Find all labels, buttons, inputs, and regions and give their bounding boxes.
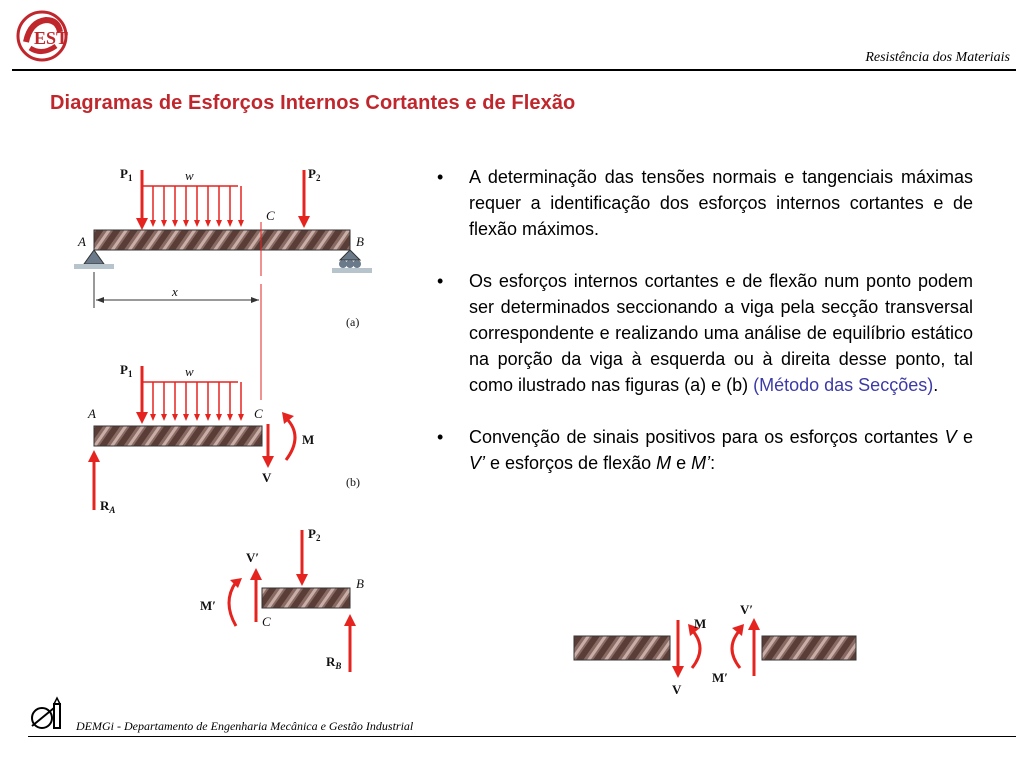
footer-divider (28, 736, 1016, 737)
bullet-2-text: Os esforços internos cortantes e de flexão num ponto podem ser determinados seccionando a viga pela secção transversal correspondente e realizando uma análise de equilíbrio estático na porção da viga à esquerda ou à direita desse ponto, tal como ilustrado nas figuras (a) e (b) (469, 271, 973, 395)
method-of-sections-link[interactable]: (Método das Secções) (753, 375, 934, 395)
label-c-a: C (266, 208, 275, 223)
label-p1-b: $P_1$ (120, 362, 133, 379)
sign-label-m: M (694, 616, 707, 631)
moment-arrow-m (286, 418, 295, 460)
beam-diagram-right-portion (196, 522, 386, 682)
label-rb: $R_B$ (326, 654, 342, 671)
sign-moment-mp-arrow (732, 630, 740, 668)
sign-moment-m-arrow (692, 630, 700, 668)
footer-department: DEMGi - Departamento de Engenharia Mecânica e Gestão Industrial (76, 719, 414, 733)
sign-label-mp: M′ (712, 670, 728, 685)
label-v: V (262, 470, 272, 485)
bullet-item-3: • Convenção de sinais positivos para os esforços cortantes V e V’ e esforços de flexão M e M’: (437, 427, 974, 473)
label-vp: V′ (246, 550, 260, 565)
label-mp: M′ (200, 598, 216, 613)
bullet-1-text: A determinação das tensões normais e tangenciais máximas requer a identificação dos esforços internos cortantes e de flexão máximos. (469, 167, 973, 239)
bullet-list (437, 164, 973, 502)
beam-a (94, 230, 350, 250)
fig-b-caption: (b) (346, 475, 360, 489)
department-logo (28, 696, 66, 734)
label-b-a: B (356, 234, 364, 249)
label-w-b: w (185, 364, 194, 379)
beam-c (262, 588, 350, 608)
slide-title: Diagramas de Esforços Internos Cortantes e de Flexão (50, 92, 576, 114)
fig-a-caption: (a) (346, 315, 360, 329)
header-divider (12, 69, 1016, 71)
svg-text:EST: EST (34, 28, 69, 48)
label-c-c: C (262, 614, 271, 629)
label-x: x (172, 284, 178, 299)
beam-diagram-a-b (60, 160, 380, 520)
institution-logo (12, 6, 72, 66)
label-w: w (185, 168, 194, 183)
label-a-a: A (78, 234, 86, 249)
sign-label-v: V (672, 682, 682, 697)
roller-support (340, 250, 360, 260)
label-a-b: A (88, 406, 96, 421)
bullet-item-2: • Os esforços internos cortantes e de flexão num ponto podem ser determinados seccionando a viga pela secção transversal correspondente e realizando uma análise de equilíbrio estático na porção da viga à esquerda ou à direita desse ponto, tal como ilustrado nas figuras (a) e (b) (Método das Secções). (437, 271, 973, 395)
sign-beam-left (574, 636, 670, 660)
sign-label-vp: V′ (740, 602, 754, 617)
label-m: M (302, 432, 315, 447)
beam-b (94, 426, 262, 446)
label-b-c: B (356, 576, 364, 591)
label-c-b: C (254, 406, 263, 421)
moment-arrow-mp (229, 582, 236, 626)
label-p1: $P_1$ (120, 166, 133, 183)
course-title: Resistência dos Materiais (865, 50, 1010, 65)
distributed-load-arrows (153, 186, 230, 222)
pin-support (84, 250, 104, 264)
bullet-item-1: • A determinação das tensões normais e tangenciais máximas requer a identificação dos esforços internos cortantes e de flexão máximos. (437, 167, 973, 239)
label-p2-c: $P_2$ (308, 526, 321, 543)
label-p2: $P_2$ (308, 166, 321, 183)
label-ra: $R_A$ (100, 498, 116, 515)
sign-beam-right (762, 636, 856, 660)
sign-convention-diagram (568, 598, 864, 702)
